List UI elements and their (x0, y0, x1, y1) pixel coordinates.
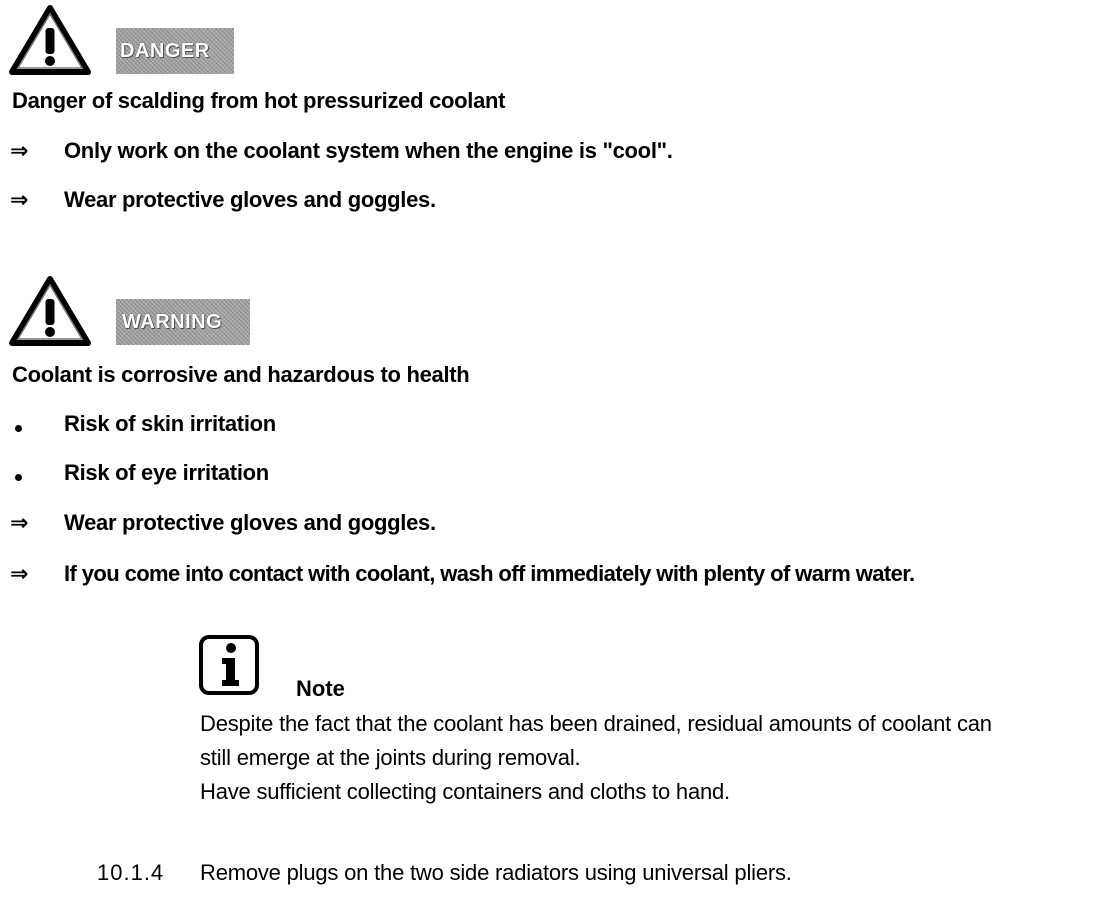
note-line: Have sufficient collecting containers and cloths to hand. (200, 779, 730, 804)
step-number: 10.1.4 (97, 860, 165, 885)
warning-section (0, 270, 1120, 600)
warning-bullet: Risk of skin irritation (64, 411, 276, 436)
bullet-icon (15, 474, 22, 481)
warning-item: If you come into contact with coolant, wash off immediately with plenty of warm water. (64, 561, 915, 586)
note-section (190, 630, 1110, 810)
warning-badge: WARNING (116, 299, 250, 345)
warning-triangle-icon (8, 4, 92, 76)
danger-section (0, 0, 1120, 230)
note-title: Note (296, 676, 345, 701)
warning-bullet: Risk of eye irritation (64, 460, 269, 485)
arrow-right-icon: ⇒ (10, 187, 29, 212)
info-icon (198, 634, 260, 696)
warning-triangle-icon (8, 275, 92, 347)
note-line: still emerge at the joints during removal. (200, 745, 581, 770)
arrow-right-icon: ⇒ (10, 510, 29, 535)
warning-item: Wear protective gloves and goggles. (64, 510, 436, 535)
danger-heading: Danger of scalding from hot pressurized coolant (12, 88, 506, 113)
danger-item: Only work on the coolant system when the engine is "cool". (64, 138, 673, 163)
arrow-right-icon: ⇒ (10, 138, 29, 163)
step-text: Remove plugs on the two side radiators using universal pliers. (200, 860, 792, 885)
danger-item: Wear protective gloves and goggles. (64, 187, 436, 212)
warning-heading: Coolant is corrosive and hazardous to health (12, 362, 470, 387)
danger-badge: DANGER (116, 28, 234, 74)
note-line: Despite the fact that the coolant has been drained, residual amounts of coolant can (200, 711, 992, 736)
arrow-right-icon: ⇒ (10, 561, 29, 586)
bullet-icon (15, 425, 22, 432)
